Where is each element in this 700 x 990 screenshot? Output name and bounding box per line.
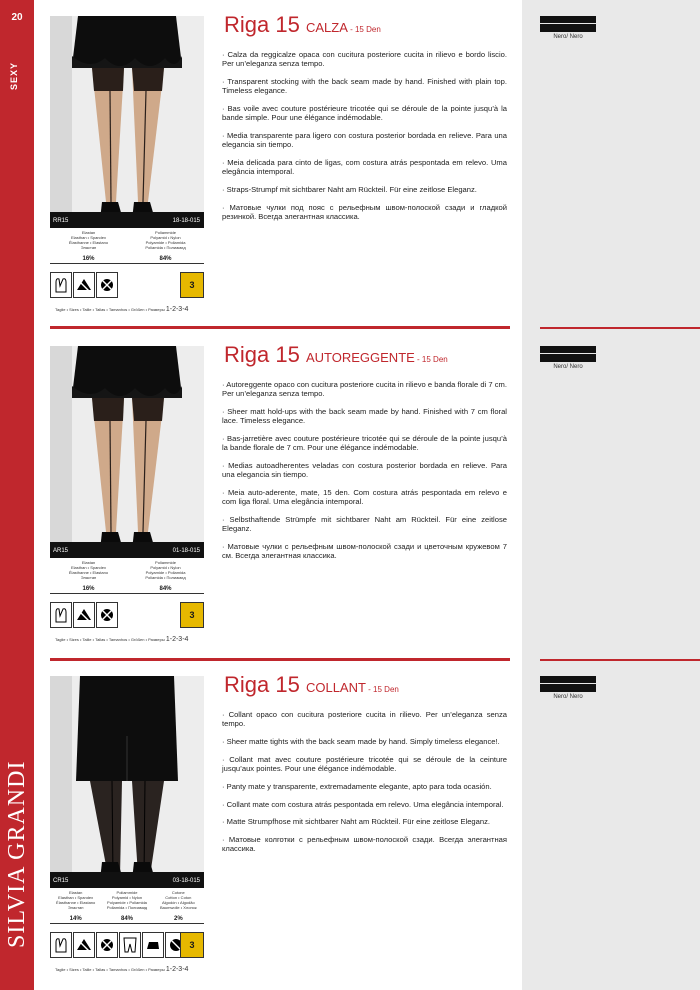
description-paragraph: · Sheer matt hold-ups with the back seam made by hand. Finished with 7 cm floral lace. Timeless elegance. (222, 407, 507, 426)
brand-name: SILVIA GRANDI (4, 760, 30, 948)
composition-line: Polyamide • Poliamida (107, 900, 147, 905)
product-description (222, 50, 507, 230)
composition-line: Elasthan • Spandex (58, 895, 94, 900)
sizes-value: 1-2-3-4 (165, 966, 189, 973)
product-description (222, 380, 507, 569)
product-photo-illustration (50, 346, 204, 558)
description-paragraph: · Collant mate com costura atrás pespontada em relevo. Uma elegância intemporal. (222, 799, 504, 809)
color-label: Nero/ Nero (553, 364, 583, 370)
composition-line: Algodón • Algodão (161, 900, 195, 905)
composition-line: Poliammide (155, 230, 176, 235)
product-title (224, 12, 381, 38)
sizes-line (55, 306, 188, 313)
composition-column (50, 230, 127, 250)
product-section-collant (0, 660, 700, 990)
composition-column (50, 560, 127, 580)
color-swatch (540, 16, 596, 32)
product-code: AR15 (53, 548, 69, 554)
sizes-value: 1-2-3-4 (165, 306, 189, 313)
description-paragraph: · Straps-Strumpf mit sichtbarer Naht am Rückteil. Für eine zeitlose Eleganz. (222, 185, 477, 194)
product-photo (50, 16, 204, 228)
composition-line: Elastan (81, 230, 96, 235)
composition-divider (50, 263, 204, 264)
color-swatch (540, 346, 596, 362)
composition-line: Poliamida • Полиамид (106, 905, 148, 910)
product-section-autoreggente (0, 330, 700, 660)
care-icons (50, 602, 204, 630)
composition-column (101, 890, 152, 910)
description-paragraph: · Selbsthaftende Strümpfe mit sichtbarer Naht am Rückteil. Für eine zeitlose Eleganz. (222, 515, 507, 534)
composition-table (50, 890, 204, 926)
composition-percent: 84% (159, 256, 172, 262)
composition-line: Polyamid • Nylon (150, 235, 181, 240)
product-type: AUTOREGGENTE (305, 350, 415, 365)
composition-percent: 14% (69, 916, 82, 922)
composition-line: Élasthanne • Elastano (56, 900, 96, 905)
product-photo (50, 346, 204, 558)
description-paragraph: · Collant opaco con cucitura posteriore cucita in rilievo. Per un’eleganza senza tempo. (222, 710, 507, 729)
product-photo-illustration (50, 16, 204, 228)
section-divider (50, 326, 510, 329)
description-paragraph: · Матовые чулки под пояс с рельефным швом-полоской сзади и гладкой резинкой. Всегда элегантная классика. (222, 202, 507, 221)
product-title (224, 672, 399, 698)
description-paragraph: · Meia delicada para cinto de ligas, com costura atrás pespontada em relevo. Uma elegância intemporal. (222, 158, 507, 177)
composition-percent: 2% (173, 916, 183, 922)
no-dry-icon (96, 602, 118, 628)
product-photo-illustration (50, 676, 204, 888)
color-swatch (540, 676, 596, 692)
description-paragraph: · Calza da reggicalze opaca con cucitura posteriore cucita in rilievo e bordo liscio. Per un’eleganza senza tempo. (222, 50, 507, 69)
composition-percent: 84% (120, 916, 133, 922)
product-ref: 01-18-015 (172, 548, 200, 554)
color-label: Nero/ Nero (553, 34, 583, 40)
composition-line: Эластан (80, 245, 97, 250)
section-divider-right (540, 327, 700, 329)
product-name: Riga 15 (224, 342, 300, 367)
sizes-line (55, 966, 188, 973)
description-paragraph: · Transparent stocking with the back seam made by hand. Finished with plain top. Timeless elegance. (222, 77, 507, 96)
product-section-calza (0, 0, 700, 330)
no-bleach-icon (73, 932, 95, 958)
tights-icon (119, 932, 141, 958)
hand-wash-icon (50, 932, 72, 958)
composition-line: Polyamide • Poliamida (145, 240, 186, 245)
hand-wash-icon (50, 272, 72, 298)
product-code: RR15 (53, 218, 69, 224)
sizes-line (55, 636, 188, 643)
product-title (224, 342, 448, 368)
composition-line: Baumwolle • Хлопок (160, 905, 197, 910)
product-name: Riga 15 (224, 672, 300, 697)
no-dry-icon (96, 932, 118, 958)
size-icon: 3 (180, 932, 204, 958)
product-den: - 15 Den (347, 25, 381, 34)
hand-wash-icon (50, 602, 72, 628)
composition-line: Poliammide (155, 560, 176, 565)
description-paragraph: · Medias autoadherentes veladas con costura posterior bordada en relieve. Para una elegancia sin tiempo. (222, 461, 507, 480)
composition-divider (50, 923, 204, 924)
product-type: CALZA (305, 20, 348, 35)
description-paragraph: · Sheer matte tights with the back seam made by hand. Simply timeless elegance!. (222, 737, 500, 746)
product-den: - 15 Den (365, 685, 399, 694)
description-paragraph: · Матовые чулки с рельефным швом-полоской сзади и цветочным кружевом 7 см. Всегда элегантная классика. (222, 542, 507, 561)
sizes-label: Taglie • Sizes • Taille • Tallas • Tamanhos • Größen • Размеры (55, 967, 165, 972)
description-paragraph: · Matte Strumpfhose mit sichtbarer Naht am Rückteil. Für eine zeitlose Eleganz. (222, 817, 490, 827)
composition-line: Elasthan • Spandex (71, 235, 106, 240)
product-den: - 15 Den (414, 355, 448, 364)
swatch-divider (540, 683, 596, 684)
composition-table (50, 230, 204, 266)
composition-line: Elasthan • Spandex (71, 565, 106, 570)
composition-line: Élasthanne • Elastano (68, 240, 109, 245)
composition-line: Polyamid • Nylon (150, 565, 181, 570)
composition-line: Élasthanne • Elastano (68, 570, 109, 575)
description-paragraph: · Autoreggente opaco con cucitura posteriore cucita in rilievo e banda florale di 7 cm. Per un’eleganza senza tempo. (222, 380, 507, 399)
composition-column (50, 890, 101, 910)
composition-table (50, 560, 204, 596)
product-photo (50, 676, 204, 888)
description-paragraph: · Media transparente para ligero con costura posterior bordada en relieve. Para una elegancia sin tiempo. (222, 131, 507, 150)
composition-percent: 84% (159, 586, 172, 592)
sizes-value: 1-2-3-4 (165, 636, 189, 643)
composition-line: Poliammide (116, 890, 138, 895)
product-type: COLLANT (305, 680, 366, 695)
composition-line: Cotone (171, 890, 185, 895)
composition-line: Poliamida • Полиамид (145, 245, 186, 250)
description-paragraph: · Meia auto-aderente, mate, 15 den. Com costura atrás pespontada em relevo e com liga floral. Uma elegância intemporal. (222, 488, 507, 507)
product-code: CR15 (53, 878, 69, 884)
product-description (222, 710, 507, 862)
section-tag: SEXY (9, 61, 19, 90)
section-divider-right (540, 659, 700, 661)
size-icon: 3 (180, 272, 204, 298)
description-paragraph: · Collant mat avec couture postérieure tricotée qui se déroule de la ceinture jusqu’aux pointes. Pour une élégance indémodable. (222, 754, 507, 773)
product-name: Riga 15 (224, 12, 300, 37)
description-paragraph: · Bas-jarretière avec couture postérieure tricotée qui se déroule de la pointe jusqu’à la bande florale de 7 cm. Pour une élégance indémodable. (222, 434, 507, 453)
description-paragraph: · Матовые колготки с рельефным швом-полоской сзади. Всегда элегантная классика. (222, 835, 507, 854)
page-number: 20 (11, 12, 23, 23)
section-divider (50, 658, 510, 661)
composition-line: Cotton • Coton (165, 895, 192, 900)
care-icons (50, 272, 204, 300)
care-icons (50, 932, 204, 960)
composition-column (127, 560, 204, 580)
iron-icon (142, 932, 164, 958)
swatch-divider (540, 353, 596, 354)
product-ref: 18-18-015 (172, 218, 200, 224)
swatch-divider (540, 23, 596, 24)
sizes-label: Taglie • Sizes • Taille • Tallas • Tamanhos • Größen • Размеры (55, 307, 165, 312)
composition-line: Polyamid • Nylon (111, 895, 143, 900)
composition-percent: 16% (82, 586, 95, 592)
composition-column (127, 230, 204, 250)
product-ref: 03-18-015 (172, 878, 200, 884)
composition-line: Elastan (68, 890, 83, 895)
sizes-label: Taglie • Sizes • Taille • Tallas • Tamanhos • Größen • Размеры (55, 637, 165, 642)
size-icon: 3 (180, 602, 204, 628)
composition-line: Poliamida • Полиамид (145, 575, 186, 580)
no-dry-icon (96, 272, 118, 298)
composition-line: Polyamide • Poliamida (145, 570, 186, 575)
color-label: Nero/ Nero (553, 694, 583, 700)
composition-percent: 16% (82, 256, 95, 262)
description-paragraph: · Bas voile avec couture postérieure tricotée qui se déroule de la pointe jusqu’à la bande simple. Pour une élégance indémodable. (222, 104, 507, 123)
composition-divider (50, 593, 204, 594)
no-bleach-icon (73, 272, 95, 298)
composition-line: Эластан (80, 575, 97, 580)
no-bleach-icon (73, 602, 95, 628)
description-paragraph: · Panty mate y transparente, extremadamente elegante, apto para toda ocasión. (222, 781, 492, 791)
composition-line: Эластан (67, 905, 84, 910)
composition-column (153, 890, 204, 910)
composition-line: Elastan (81, 560, 96, 565)
